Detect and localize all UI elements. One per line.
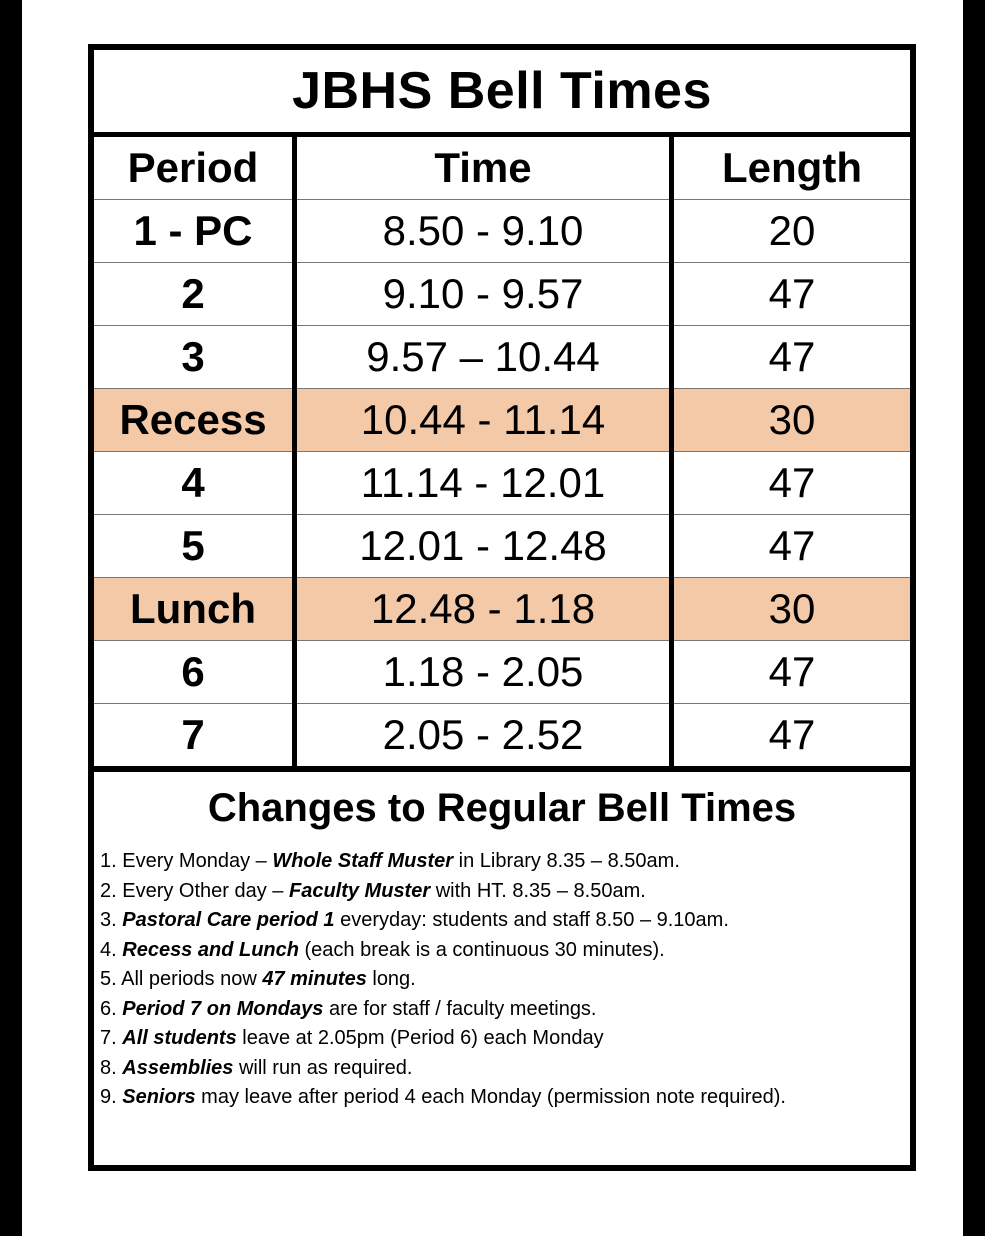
- period-cell: 1 - PC: [94, 200, 295, 263]
- list-item: [100, 995, 910, 1025]
- length-cell: 30: [672, 578, 911, 641]
- length-cell: 47: [768, 711, 816, 758]
- header-period: Period: [94, 137, 295, 200]
- left-border-bar: [0, 0, 22, 1236]
- changes-heading: Changes to Regular Bell Times: [207, 786, 797, 830]
- list-item: [100, 1083, 910, 1113]
- table-row: [94, 200, 910, 263]
- note-text: 6.: [100, 997, 123, 1020]
- note-text: 8.: [100, 1056, 123, 1079]
- length-cell: 30: [672, 389, 911, 452]
- time-cell: 12.01 - 12.48: [295, 515, 672, 578]
- note-text: will run as required.: [233, 1056, 413, 1079]
- time-cell: 8.50 - 9.10: [295, 200, 672, 263]
- length-cell: 47: [672, 326, 911, 389]
- note-emphasis: All students: [122, 1027, 237, 1049]
- period-cell: 3: [94, 326, 295, 389]
- note-text: may leave after period 4 each Monday (permission note required).: [195, 1086, 786, 1108]
- table-row: [94, 452, 910, 515]
- list-item: [100, 906, 910, 936]
- page-title: JBHS Bell Times: [94, 50, 910, 137]
- time-cell: 12.48 - 1.18: [295, 578, 672, 641]
- time-cell: 9.57 – 10.44: [295, 326, 672, 389]
- note-text: leave at 2.05pm (Period 6) each Monday: [236, 1027, 604, 1049]
- note-emphasis: Whole Staff Muster: [272, 850, 454, 872]
- note-text: are for staff / faculty meetings.: [323, 997, 597, 1020]
- list-item: [100, 936, 910, 966]
- header-time: Time: [295, 137, 672, 200]
- note-text: everyday: students and staff 8.50 – 9.10am.: [334, 909, 729, 931]
- list-item: [100, 1054, 910, 1084]
- time-cell: 10.44 - 11.14: [295, 389, 672, 452]
- note-text: 4.: [100, 938, 123, 961]
- time-cell: 11.14 - 12.01: [295, 452, 672, 515]
- list-item: [100, 847, 910, 877]
- list-item: [100, 1024, 910, 1054]
- table-header-row: [94, 137, 910, 200]
- table-row: [94, 578, 910, 641]
- note-text: 7.: [100, 1027, 123, 1049]
- list-item: [100, 877, 910, 907]
- period-cell: 4: [94, 452, 295, 515]
- period-cell: 5: [94, 515, 295, 578]
- length-cell: 47: [672, 452, 911, 515]
- note-emphasis: Period 7 on Mondays: [122, 997, 324, 1020]
- table-row: [94, 326, 910, 389]
- period-cell: 7: [94, 704, 295, 767]
- bell-times-table: [94, 137, 910, 766]
- note-emphasis: Pastoral Care period 1: [122, 909, 335, 931]
- header-length: Length: [672, 137, 911, 200]
- time-cell: 1.18 - 2.05: [295, 641, 672, 704]
- length-cell: 20: [672, 200, 911, 263]
- table-row: [94, 704, 910, 767]
- length-cell: 47: [672, 263, 911, 326]
- period-cell: Lunch: [94, 578, 295, 641]
- length-cell: 47: [672, 515, 911, 578]
- note-emphasis: Recess and Lunch: [122, 938, 299, 961]
- period-cell: 6: [94, 641, 295, 704]
- table-row: [94, 641, 910, 704]
- bell-times-sheet: [88, 44, 916, 1171]
- note-text: 2. Every Other day –: [100, 879, 289, 902]
- table-row: [94, 389, 910, 452]
- note-emphasis: Assemblies: [122, 1056, 234, 1079]
- changes-list: [94, 847, 910, 1113]
- changes-section: [94, 766, 910, 1113]
- note-text: with HT. 8.35 – 8.50am.: [430, 879, 646, 902]
- list-item: [100, 965, 910, 995]
- right-border-bar: [963, 0, 985, 1236]
- note-text: in Library 8.35 – 8.50am.: [453, 850, 680, 872]
- note-text: 5. All periods now: [100, 968, 263, 990]
- length-cell: 47: [672, 641, 911, 704]
- time-cell: 2.05 - 2.52: [295, 704, 672, 767]
- period-cell: Recess: [94, 389, 295, 452]
- note-text: (each break is a continuous 30 minutes).: [298, 938, 665, 961]
- table-row: [94, 515, 910, 578]
- note-text: 3.: [100, 909, 123, 931]
- period-cell: 2: [94, 263, 295, 326]
- note-text: 1. Every Monday –: [100, 850, 273, 872]
- note-emphasis: Faculty Muster: [288, 879, 431, 902]
- note-text: 9.: [100, 1086, 123, 1108]
- table-row: [94, 263, 910, 326]
- time-cell: 9.10 - 9.57: [295, 263, 672, 326]
- note-emphasis: Seniors: [122, 1086, 196, 1108]
- note-text: long.: [366, 968, 416, 990]
- note-emphasis: 47 minutes: [262, 968, 367, 990]
